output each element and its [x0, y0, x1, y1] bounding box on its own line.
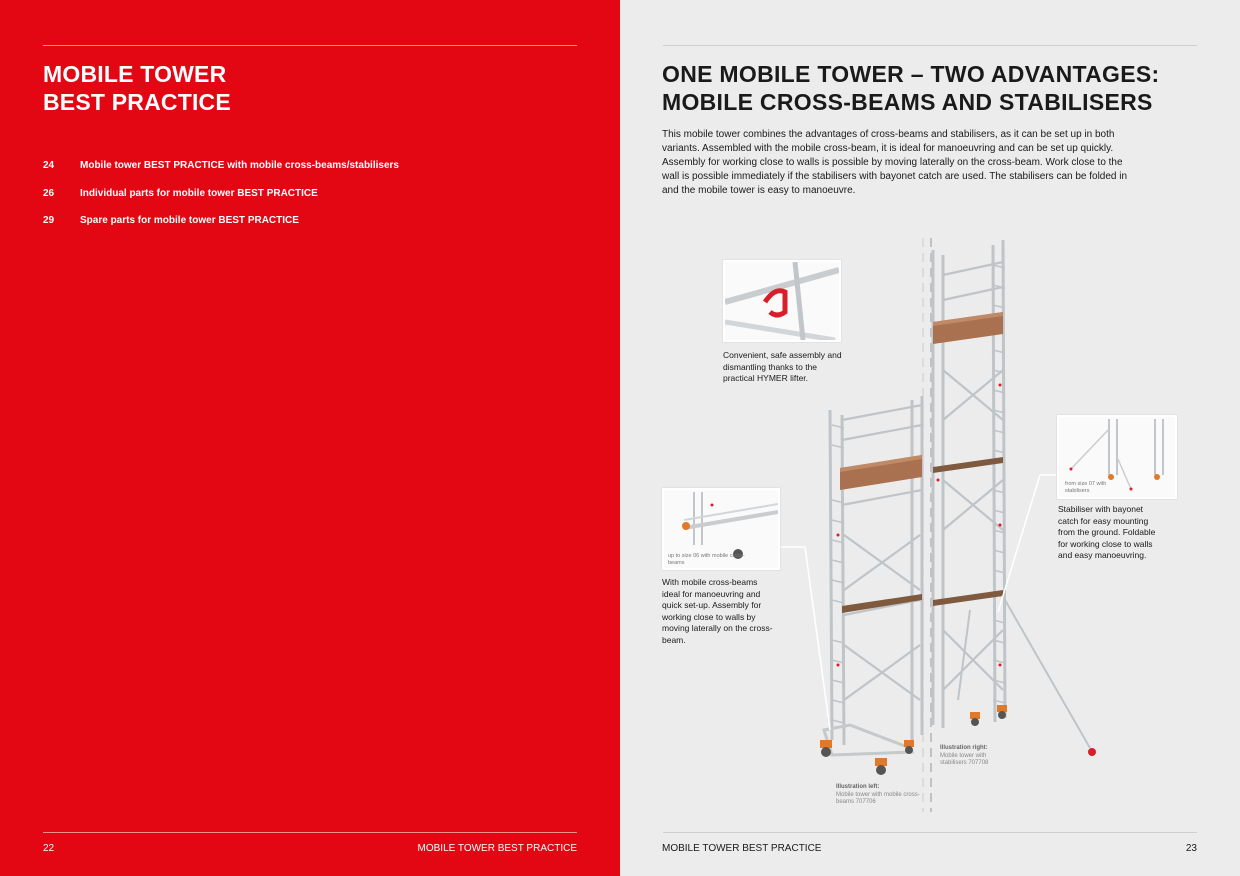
crossbeam-caption: With mobile cross-beams ideal for manoeuvring and quick set-up. Assembly for working close to walls by moving laterally on the cross-beam. [662, 577, 773, 645]
toc-label: Spare parts for mobile tower BEST PRACTICE [80, 215, 299, 226]
leader-line [805, 547, 830, 730]
crossbeam-inset-label: up to size 06 with mobile cross-beams [668, 553, 745, 566]
platform-deck [842, 594, 922, 613]
intro-paragraph: This mobile tower combines the advantages of cross-beams and stabilisers, as it can be set up in both variants. Assembled with the mobile cross-beam, it is ideal for manoeuvring and can be set up quickly. Assembly for working close to walls is possible by moving laterally on the cross-beam. Work close to the wall is possible immediately if the stabilisers with bayonet catch are used. The stabilisers can be folded in and the mobile tower is easy to manoeuvre. [662, 129, 1128, 196]
left-page-title [43, 60, 231, 116]
toc-item[interactable] [43, 215, 563, 243]
toc-item[interactable] [43, 188, 563, 216]
bottom-rule [43, 832, 577, 833]
page-number-left: 22 [43, 843, 55, 854]
illustration-left-caption [836, 784, 926, 807]
illustration-left-text: Mobile tower with mobile cross-beams 707706 [836, 791, 920, 805]
left-tower [830, 396, 922, 745]
illustration-right-heading: Illustration right: [940, 745, 988, 751]
toc-item[interactable] [43, 160, 563, 188]
toc-page-number: 26 [43, 187, 55, 199]
illustration-right-caption [940, 745, 1002, 768]
toc-page-number: 29 [43, 215, 55, 226]
left-title-line2: BEST PRACTICE [43, 89, 231, 115]
illustration-left-heading: Illustration left: [836, 784, 880, 790]
stabiliser-inset-label: from size 07 with stabilisers [1065, 481, 1107, 494]
hymer-lifter-icon [725, 262, 839, 340]
right-title-line2: MOBILE CROSS-BEAMS AND STABILISERS [662, 89, 1153, 115]
bottom-rule [663, 832, 1197, 833]
right-title-line1: ONE MOBILE TOWER – TWO ADVANTAGES: [662, 61, 1160, 87]
illustration-right-text: Mobile tower with stabilisers 707708 [940, 752, 989, 766]
left-title-line1: MOBILE TOWER [43, 61, 227, 87]
right-page [620, 0, 1240, 876]
toc-page-number: 24 [43, 160, 55, 171]
footer-title-left: MOBILE TOWER BEST PRACTICE [417, 843, 577, 854]
top-rule [43, 45, 577, 46]
toc-label: Mobile tower BEST PRACTICE with mobile cross-beams/stabilisers [80, 160, 399, 171]
lifter-caption: Convenient, safe assembly and dismantling thanks to the practical HYMER lifter. [723, 350, 842, 383]
toc-label: Individual parts for mobile tower BEST PRACTICE [80, 187, 318, 199]
lifter-detail-image [723, 260, 841, 342]
stabiliser-caption: Stabiliser with bayonet catch for easy mounting from the ground. Foldable for working close to walls and easy manoeuvring. [1058, 504, 1156, 560]
page-number-right: 23 [1185, 843, 1197, 854]
table-of-contents [43, 160, 563, 243]
footer-title-right: MOBILE TOWER BEST PRACTICE [662, 843, 822, 854]
